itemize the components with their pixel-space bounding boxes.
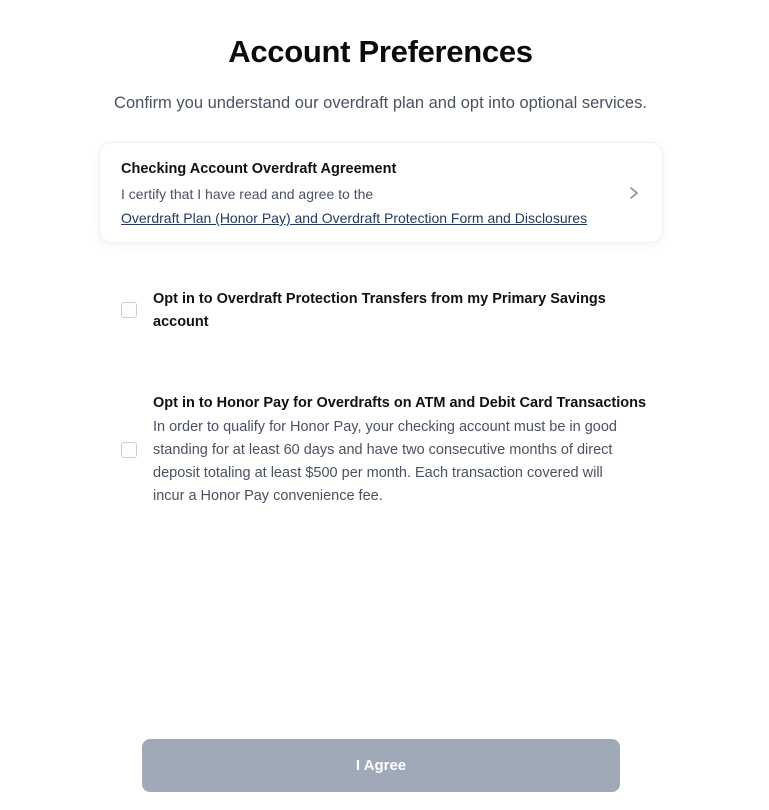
overdraft-protection-label-line2: account: [153, 314, 209, 330]
overdraft-protection-checkbox[interactable]: [121, 302, 137, 318]
honor-pay-description-line1: In order to qualify for Honor Pay, your checking account must be in good: [153, 419, 617, 435]
honor-pay-checkbox[interactable]: [121, 442, 137, 458]
page-subtitle: Confirm you understand our overdraft plan and opt into optional services.: [114, 94, 647, 112]
overdraft-disclosures-link[interactable]: Overdraft Plan (Honor Pay) and Overdraft Protection Form and Disclosures: [121, 210, 588, 226]
agreement-card-text: I certify that I have read and agree to the: [121, 186, 374, 202]
page-title: Account Preferences: [228, 34, 533, 69]
chevron-right-icon: [628, 184, 640, 202]
honor-pay-description-line3: deposit totaling at least $500 per month. Each transaction covered will: [153, 465, 603, 481]
agreement-card-heading: Checking Account Overdraft Agreement: [121, 161, 397, 177]
honor-pay-description-line2: standing for at least 60 days and have two consecutive months of direct: [153, 442, 613, 458]
honor-pay-description-line4: incur a Honor Pay convenience fee.: [153, 488, 383, 504]
overdraft-agreement-card[interactable]: [99, 142, 663, 243]
honor-pay-label: Opt in to Honor Pay for Overdrafts on ATM and Debit Card Transactions: [153, 395, 647, 411]
overdraft-protection-label-line1: Opt in to Overdraft Protection Transfers from my Primary Savings: [153, 291, 606, 307]
i-agree-button[interactable]: I Agree: [142, 739, 620, 792]
